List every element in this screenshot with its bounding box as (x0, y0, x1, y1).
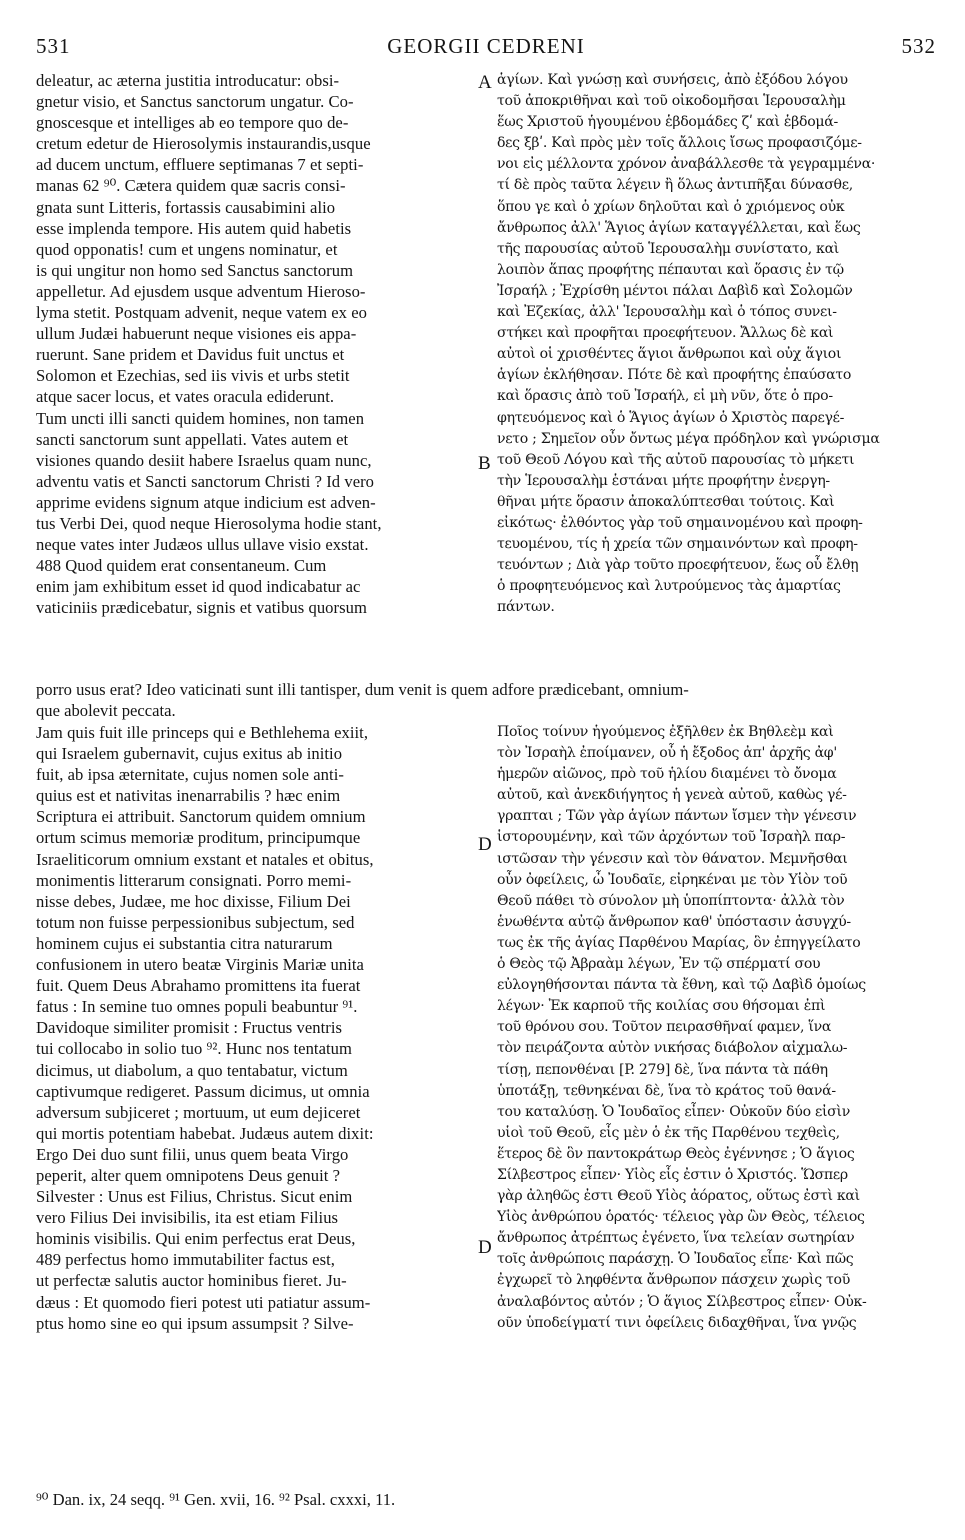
greek-text-line: ἑνωθέντα αὐτῷ ἄνθρωπον καθ' ὑπόστασιν ἀσυγχύ- (497, 913, 851, 930)
latin-text-line: tus Verbi Dei, quod neque Hierosolyma hodie stant, (36, 513, 382, 533)
latin-text-line: appelletur. Ad ejusdem usque adventum Hieroso- (36, 281, 366, 301)
latin-text-line: Scriptura ei attribuit. Sanctorum quidem omnium (36, 807, 366, 827)
greek-text-line: νοι εἰς μέλλοντα χρόνον ἀναβάλλεσθε τὰ γεγραμμένα· (497, 156, 876, 173)
latin-text-line: captivumque redigeret. Passum dicimus, ut omnia (36, 1081, 370, 1101)
greek-text-line: εἰκότως· ἐλθόντος γὰρ τοῦ σημαινομένου καὶ προφη- (497, 514, 863, 531)
latin-text-line: ruerunt. Sane pridem et Davidus fuit unctus et (36, 345, 345, 365)
greek-text-line: τὸν Ἰσραὴλ ἐποίμανεν, οὗ ἡ ἔξοδος ἀπ' ἀρχῆς ἀφ' (497, 745, 837, 762)
full-width-text-line: que abolevit peccata. (36, 701, 176, 721)
latin-text-line: ut perfectæ salutis auctor hominibus fieret. Ju- (36, 1271, 347, 1291)
margin-letter-a: A (478, 72, 492, 93)
latin-text-line: confusionem in utero beatæ Virginis Mariæ unita (36, 955, 364, 975)
greek-text-line: ἄνθρωπος ἀτρέπτως ἐγένετο, ἵνα τελείαν σωτηρίαν (497, 1230, 855, 1247)
greek-text-line: γραπται ; Τῶν γὰρ ἁγίων πάντων ἴσμεν τὴν γένεσιν (497, 808, 857, 825)
greek-text-line: τως ἐκ τῆς ἁγίας Παρθένου Μαρίας, ὃν ἐπηγγείλατο (497, 934, 861, 951)
greek-text-line: ἄνθρωπος ἀλλ' Ἅγιος ἁγίων καταγγέλλεται, καὶ ἕως (497, 219, 861, 236)
latin-text-line: Solomon et Ezechias, sed iis vivis et urbs stetit (36, 366, 350, 386)
latin-text-line: peperit, alter quem omnipotens Deus genuit ? (36, 1165, 341, 1185)
greek-text-line: ἁγίων ἐκλήθησαν. Πότε δὲ καὶ προφήτης ἐπαύσατο (497, 367, 852, 384)
greek-text-line: τὴν Ἱερουσαλὴμ ἑστάναι μήτε προφήτην ἐνεργη- (497, 472, 830, 489)
greek-text-line: Σίλβεστρος εἶπεν· Υἱὸς εἷς ἐστιν ὁ Χριστός. Ὥσπερ (497, 1166, 848, 1183)
latin-text-line: visiones quando desiit habere Israelus quam nunc, (36, 450, 372, 470)
greek-text-line: λοιπὸν ἅπας προφήτης πέπαυται καὶ ὅρασις ἐν τῷ (497, 261, 844, 278)
greek-text-line: υἱοὶ τοῦ Θεοῦ, εἷς μὲν ὁ ἐκ τῆς Παρθένου τεχθεὶς, (497, 1124, 840, 1141)
greek-text-line: τοῖς ἀνθρώποις παράσχῃ. Ὁ Ἰουδαῖος εἶπε· Καὶ πῶς (497, 1251, 854, 1268)
greek-text-line: τοῦ ἀποκριθῆναι καὶ τοῦ οἰκοδομῆσαι Ἱερουσαλὴμ (497, 93, 846, 110)
full-width-text-line: porro usus erat? Ideo vaticinati sunt illi tantisper, dum venit is quem adfore prædicebant, omnium- (36, 680, 689, 699)
latin-text-line: fuit. Quem Deus Abrahamo promittens ita fuerat (36, 976, 361, 996)
latin-text-line: sancti sanctorum sunt appellati. Vates autem et (36, 429, 349, 449)
greek-text-line: τοῦ Θεοῦ Λόγου καὶ τῆς αὐτοῦ παρουσίας τὸ μήκετι (497, 451, 855, 468)
latin-text-line: totum non fuisse perpessionibus subjectum, sed (36, 912, 355, 932)
greek-text-line: ὁ προφητευόμενος καὶ λυτρούμενος τὰς ἁμαρτίας (497, 578, 841, 595)
latin-text-line: hominis visibilis. Qui enim perfectus erat Deus, (36, 1229, 356, 1249)
latin-text-line: Ergo Dei duo sunt filii, unus quem beata Virgo (36, 1144, 349, 1164)
latin-text-line: esse implenda tempore. His autem quid habetis (36, 218, 352, 238)
latin-text-line: Israeliticorum omnium exstant et natales et obitus, (36, 849, 374, 869)
latin-text-line: manas 62 ⁹⁰. Cætera quidem quæ sacris consi- (36, 176, 346, 196)
greek-column-top (497, 70, 937, 618)
latin-text-line: adventu vatis et Sancti sanctorum Christi ? Id vero (36, 471, 375, 491)
greek-text-line: στήκει καὶ προφῆται προεφήτευον. Ἄλλως δὲ καὶ (497, 325, 834, 342)
latin-text-line: gnata sunt Litteris, fortassis causabimini alio (36, 197, 336, 217)
latin-text-line: ad ducem unctum, effluere septimanas 7 et septi- (36, 155, 364, 175)
greek-text-line: ἱστορουμένην, καὶ τῶν ἀρχόντων τοῦ Ἰσραὴλ παρ- (497, 829, 846, 846)
latin-text-line: adversum subjiceret ; mortuum, ut eum dejiceret (36, 1102, 361, 1122)
latin-text-line: dæus : Et quomodo fieri potest uti patiatur assum- (36, 1292, 371, 1312)
greek-text-line: τίσῃ, πεπονθέναι [P. 279] δὲ, ἵνα πάντα τὰ πάθη (497, 1061, 828, 1078)
latin-text-line: quod opponatis! cum et ungens nominatur, et (36, 239, 338, 259)
latin-text-line: qui Israelem gubernavit, cujus exitus ab initio (36, 744, 343, 764)
latin-text-line: enim jam exhibitum esset id quod indicabatur ac (36, 577, 361, 597)
greek-column-bottom (497, 722, 937, 1334)
greek-text-line: δες ξβʹ. Καὶ πρὸς μὲν τοῖς ἄλλοις ἴσως προφασιζόμε- (497, 135, 862, 152)
latin-text-line: Silvester : Unus est Filius, Christus. Sicut enim (36, 1187, 353, 1207)
latin-text-line: cretum edetur de Hierosolymis instaurandis,usque (36, 134, 371, 154)
greek-text-line: Ἰσραήλ ; Ἐχρίσθη μέντοι πάλαι Δαβὶδ καὶ Σολομῶν (497, 282, 853, 299)
latin-text-line: monimentis litterarum consignati. Porro memi- (36, 870, 352, 890)
greek-text-line: πάντων. (497, 599, 555, 616)
greek-text-line: ὅπου γε καὶ ὁ χρίων δηλοῦται καὶ ὁ χριόμενος οὐκ (497, 198, 845, 215)
latin-text-line: 489 perfectus homo immutabiliter factus est, (36, 1250, 335, 1270)
latin-text-line: fuit, ab ipsa æternitate, cujus nomen sole anti- (36, 765, 344, 785)
greek-text-line: οῦν ὑποδείγματί τινι ὀφείλεις διδαχθῆναι, ἵνα γνῷς (497, 1314, 857, 1331)
greek-text-line: ἁγίων. Καὶ γνώσῃ καὶ συνήσεις, ἀπὸ ἐξόδου λόγου (497, 72, 848, 88)
latin-text-line: Jam quis fuit ille princeps qui e Bethlehema exiit, (36, 723, 369, 742)
footnotes: ⁹⁰ Dan. ix, 24 seqq. ⁹¹ Gen. xvii, 16. ⁹² Psal. cxxxi, 11. (36, 1490, 396, 1509)
latin-text-line: nisse debes, Judæe, me hoc dixisse, Filium Dei (36, 891, 351, 911)
latin-text-line: tui collocabo in solio tuo ⁹². Hunc nos tentatum (36, 1039, 352, 1059)
latin-text-line: ortum scimus memoriæ proditum, principumque (36, 828, 361, 848)
running-title: GEORGII CEDRENI (387, 34, 585, 58)
latin-text-line: lyma stetit. Postquam advenit, neque vatem ex eo (36, 303, 367, 323)
page-number-right: 532 (901, 34, 936, 58)
page-number-left: 531 (36, 34, 71, 58)
greek-text-line: ἕως Χριστοῦ ἡγουμένου ἑβδομάδες ζʹ καὶ ἑβδομά- (497, 114, 838, 131)
greek-text-line: ὑποτάξῃ, τεθνηκέναι δὲ, ἵνα τὸ κράτος τοῦ θανά- (497, 1082, 836, 1099)
greek-text-line: τῆς παρουσίας αὐτοῦ Ἱερουσαλὴμ συνίστατο, καὶ (497, 240, 840, 257)
latin-text-line: 488 Quod quidem erat consentaneum. Cum (36, 556, 327, 576)
greek-text-line: τὸν πειράζοντα αὐτὸν νικήσας διάβολον αἰχμαλω- (497, 1040, 848, 1057)
latin-text-line: neque vates inter Judæos ullus ullave visio exstat. (36, 535, 369, 555)
latin-text-line: ptus homo sine eo qui ipsum assumpsit ? Silve- (36, 1313, 354, 1333)
greek-text-line: αὐτοῦ, καὶ ἀνεκδιήγητος ἡ γενεὰ αὐτοῦ, καθὼς γέ- (497, 787, 847, 804)
greek-text-line: εὐλογηθήσονται πάντα τὰ ἔθνη, καὶ τῷ Δαβὶδ ὁμοίως (497, 977, 866, 994)
greek-text-line: θῆναι μήτε ὅρασιν ἀποκαλύπτεσθαι τούτοις. Καὶ (497, 493, 835, 510)
latin-text-line: gnoscesque et intelliges ab eo tempore quo de- (36, 113, 349, 133)
latin-text-line: Davidoque similiter promisit : Fructus ventris (36, 1018, 343, 1038)
latin-text-line: is qui ungitur non homo sed Sanctus sanctorum (36, 260, 354, 280)
latin-text-line: qui mortis potentiam habebat. Judæus autem dixit: (36, 1123, 374, 1143)
greek-text-line: τοῦ θρόνου σου. Τοῦτον πειρασθῆναί φαμεν, ἵνα (497, 1019, 832, 1036)
greek-text-line: καὶ ὅρασις ἀπὸ τοῦ Ἰσραήλ, εἰ μὴ νῦν, ὅτε ὁ προ- (497, 388, 833, 405)
greek-text-line: αὐτοὶ οἱ χρισθέντες ἅγιοι ἄνθρωποι καὶ οὐχ ἅγιοι (497, 346, 842, 363)
greek-text-line: ἡμερῶν αἰῶνος, πρὸ τοῦ ἡλίου διαμένει τὸ ὄνομα (497, 766, 837, 783)
greek-text-line: Υἱὸς ἀνθρώπου ὁρατός· τέλειος γὰρ ὢν Θεὸς, τέλειος (497, 1209, 865, 1226)
greek-text-line: οὖν ὀφείλεις, ὦ Ἰουδαῖε, εἰρηκέναι με τὸν Υἱὸν τοῦ (497, 871, 848, 888)
greek-text-line: ιστῶσαν τὴν γένεσιν καὶ τὸν θάνατον. Μεμνῆσθαι (497, 850, 848, 867)
latin-text-line: atque sacer locus, et vates oracula ediderunt. (36, 387, 335, 407)
greek-text-line: ἐγχωρεῖ τὸ ληφθέντα ἄνθρωπον πάσχειν χωρὶς τοῦ (497, 1272, 850, 1289)
greek-text-line: ἀναλαβόντος αὐτόν ; Ὁ ἅγιος Σίλβεστρος εἶπεν· Οὐκ- (497, 1293, 867, 1310)
greek-text-line: καὶ Ἐζεκίας, ἀλλ' Ἱερουσαλὴμ καὶ ὁ τόπος συνει- (497, 304, 837, 321)
latin-text-line: vero Filius Dei invisibilis, ita est etiam Filius (36, 1208, 339, 1228)
latin-column-bottom (36, 722, 476, 1334)
latin-text-line: apprime evidens signum atque indicium est adven- (36, 492, 376, 512)
margin-letter-d-2: D (478, 1237, 492, 1258)
greek-text-line: φητευόμενος καὶ ὁ Ἅγιος ἁγίων ὁ Χριστὸς παρεγέ- (497, 409, 845, 426)
greek-text-line: τευόντων ; Διὰ γὰρ τοῦτο προεφήτευον, ἕως οὗ ἔλθῃ (497, 557, 859, 574)
greek-text-line: τί δὲ πρὸς ταῦτα λέγειν ἢ ὅλως ἀντιπῆξαι δύνασθε, (497, 177, 853, 194)
greek-text-line: ἕτερος δὲ ὃν παντοκράτωρ Θεὸς ἐγέννησε ; Ὁ ἅγιος (497, 1145, 855, 1162)
full-width-text (36, 679, 936, 721)
greek-text-line: γὰρ ἀληθῶς ἐστι Θεοῦ Υἱὸς ἀόρατος, οὕτως ἐστὶ καὶ (497, 1188, 860, 1205)
greek-text-line: τευομένου, τίς ἡ χρεία τῶν σημαινόντων καὶ προφη- (497, 536, 858, 553)
margin-letter-b: B (478, 453, 491, 474)
latin-text-line: dicimus, ut diabolum, a quo tentabatur, victum (36, 1060, 348, 1080)
latin-text-line: gnetur visio, et Sanctus sanctorum ungatur. Co- (36, 92, 354, 112)
page-header (36, 34, 936, 62)
latin-text-line: ullum Judæi habuerunt neque visiones eis appa- (36, 324, 357, 344)
latin-text-line: Tum uncti illi sancti quidem homines, non tamen (36, 408, 365, 428)
greek-text-line: του καταλύσῃ. Ὁ Ἰουδαῖος εἶπεν· Οὐκοῦν δύο εἰσὶν (497, 1103, 850, 1120)
greek-text-line: ὁ Θεὸς τῷ Ἀβραὰμ λέγων, Ἐν τῷ σπέρματί σου (497, 956, 821, 973)
latin-column-top (36, 70, 476, 618)
latin-text-line: vaticiniis prædicebatur, signis et vatibus quorsum (36, 598, 367, 618)
latin-text-line: fatus : In semine tuo omnes populi beabuntur ⁹¹. (36, 997, 358, 1017)
latin-text-line: quius est et nativitas inenarrabilis ? hæc enim (36, 786, 341, 806)
margin-letter-d: D (478, 834, 492, 855)
greek-text-line: νετο ; Σημεῖον οὖν ὄντως μέγα πρόδηλον καὶ γνώρισμα (497, 430, 880, 447)
greek-text-line: Ποῖος τοίνυν ἡγούμενος ἐξῆλθεν ἐκ Βηθλεὲμ καὶ (497, 724, 834, 740)
greek-text-line: λέγων· Ἐκ καρποῦ τῆς κοιλίας σου θήσομαι ἐπὶ (497, 998, 826, 1015)
latin-text-line: deleatur, ac æterna justitia introducatur: obsi- (36, 71, 340, 90)
latin-text-line: hominem cujus ei substantia citra naturarum (36, 933, 333, 953)
greek-text-line: Θεοῦ πάθει τὸ σύνολον μὴ ὑποπίπτοντα· ἀλλὰ τὸν (497, 892, 845, 909)
